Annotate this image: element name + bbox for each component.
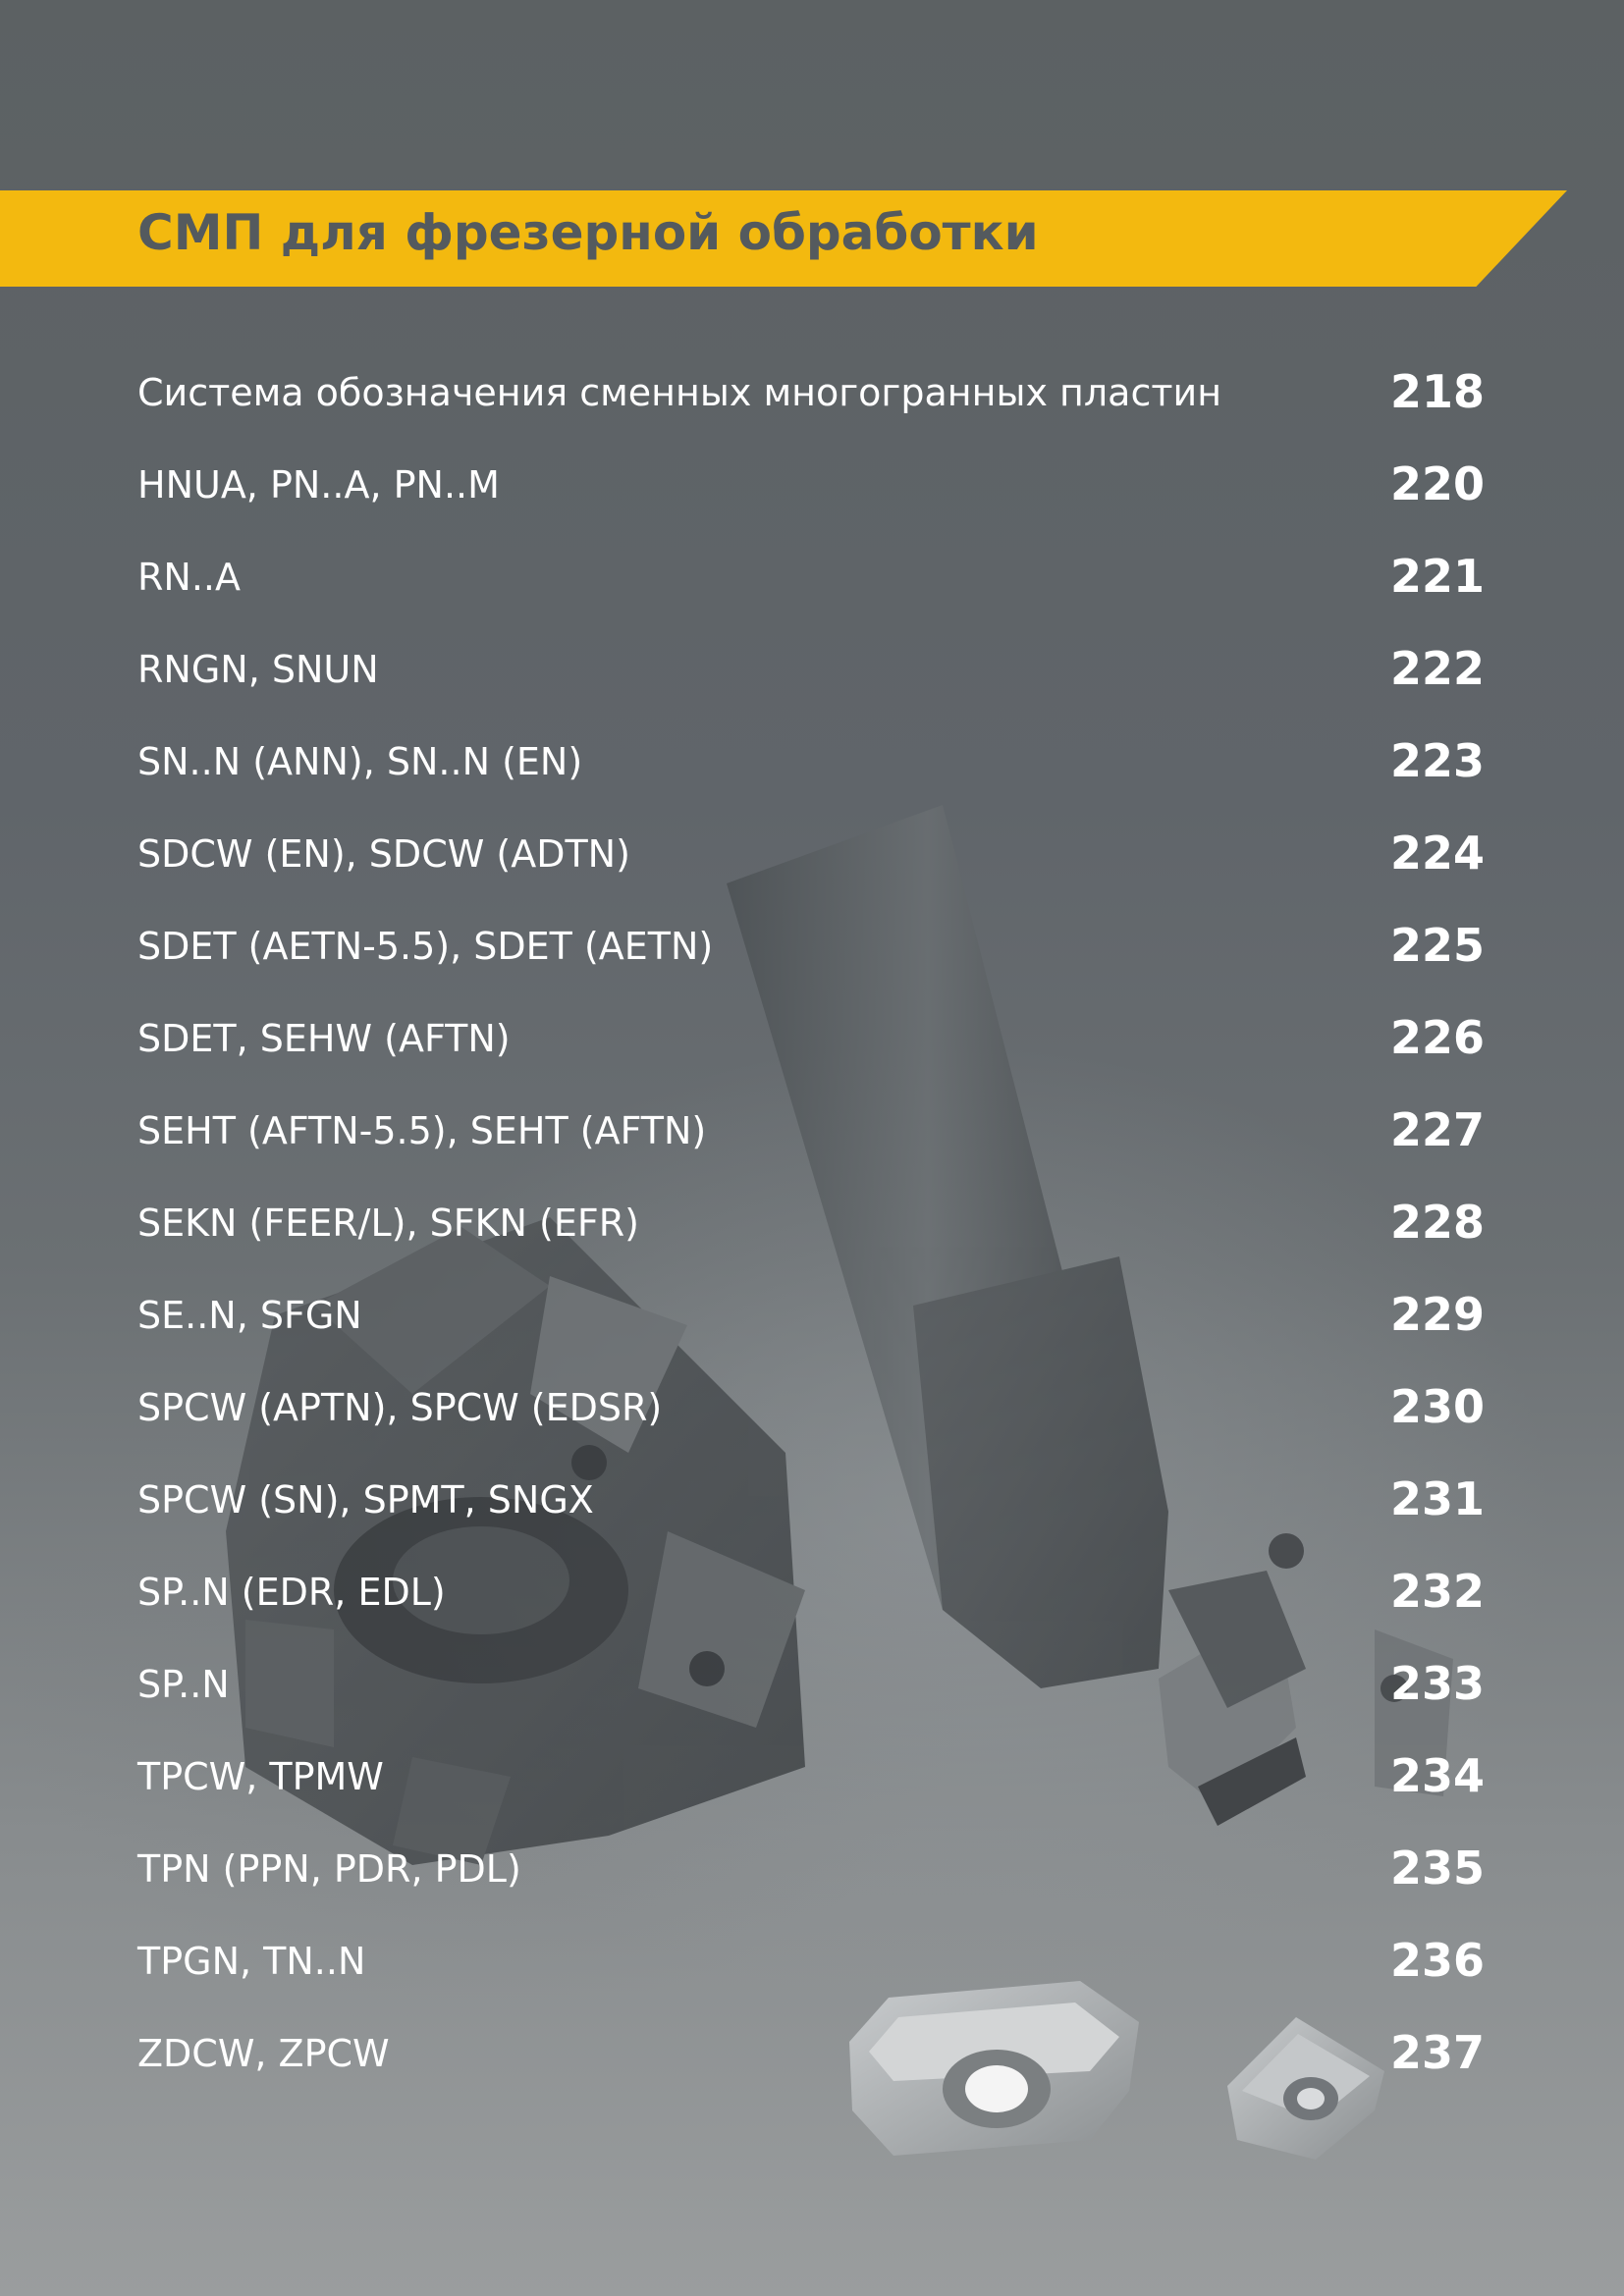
toc-row[interactable]: [137, 2026, 1485, 2118]
toc-page-number: 218: [1389, 365, 1485, 418]
toc-entry-label: RN..A: [137, 556, 241, 599]
toc-page-number: 225: [1389, 919, 1485, 972]
toc-row[interactable]: [137, 1380, 1485, 1472]
toc-entry-label: SP..N (EDR, EDL): [137, 1571, 446, 1614]
toc-row[interactable]: [137, 734, 1485, 827]
toc-page-number: 231: [1389, 1472, 1485, 1525]
toc-entry-label: SE..N, SFGN: [137, 1294, 362, 1337]
toc-page-number: 232: [1389, 1565, 1485, 1618]
toc-row[interactable]: [137, 1472, 1485, 1565]
toc-page-number: 228: [1389, 1196, 1485, 1249]
toc-page-number: 237: [1389, 2026, 1485, 2079]
page-title: СМП для фрезерной обработки: [137, 204, 1039, 261]
toc-entry-label: RNGN, SNUN: [137, 648, 379, 691]
toc-page-number: 227: [1389, 1103, 1485, 1156]
toc-row[interactable]: [137, 550, 1485, 642]
toc-row[interactable]: [137, 1934, 1485, 2026]
toc-row[interactable]: [137, 1288, 1485, 1380]
toc-row[interactable]: [137, 919, 1485, 1011]
toc-row[interactable]: [137, 457, 1485, 550]
toc-entry-label: TPN (PPN, PDR, PDL): [137, 1847, 521, 1891]
table-of-contents: [137, 365, 1485, 2118]
toc-entry-label: Система обозначения сменных многогранных пластин: [137, 371, 1222, 414]
toc-page-number: 222: [1389, 642, 1485, 695]
toc-entry-label: SP..N: [137, 1663, 230, 1706]
toc-page-number: 226: [1389, 1011, 1485, 1064]
toc-entry-label: SEHT (AFTN-5.5), SEHT (AFTN): [137, 1109, 707, 1152]
toc-page-number: 233: [1389, 1657, 1485, 1710]
toc-entry-label: SN..N (ANN), SN..N (EN): [137, 740, 583, 783]
toc-entry-label: TPGN, TN..N: [137, 1940, 366, 1983]
toc-page-number: 234: [1389, 1749, 1485, 1802]
toc-row[interactable]: [137, 827, 1485, 919]
toc-row[interactable]: [137, 365, 1485, 457]
toc-page-number: 230: [1389, 1380, 1485, 1433]
toc-row[interactable]: [137, 1565, 1485, 1657]
toc-entry-label: SDCW (EN), SDCW (ADTN): [137, 832, 630, 876]
toc-entry-label: SDET (AETN-5.5), SDET (AETN): [137, 925, 714, 968]
toc-page-number: 235: [1389, 1842, 1485, 1895]
toc-page-number: 229: [1389, 1288, 1485, 1341]
toc-row[interactable]: [137, 1196, 1485, 1288]
toc-entry-label: SEKN (FEER/L), SFKN (EFR): [137, 1201, 639, 1245]
toc-row[interactable]: [137, 642, 1485, 734]
toc-page-number: 220: [1389, 457, 1485, 510]
toc-row[interactable]: [137, 1657, 1485, 1749]
toc-entry-label: SPCW (SN), SPMT, SNGX: [137, 1478, 594, 1522]
toc-entry-label: TPCW, TPMW: [137, 1755, 384, 1798]
toc-page-number: 224: [1389, 827, 1485, 880]
toc-page-number: 223: [1389, 734, 1485, 787]
toc-row[interactable]: [137, 1842, 1485, 1934]
toc-row[interactable]: [137, 1103, 1485, 1196]
toc-page-number: 221: [1389, 550, 1485, 603]
toc-entry-label: SDET, SEHW (AFTN): [137, 1017, 511, 1060]
toc-entry-label: SPCW (APTN), SPCW (EDSR): [137, 1386, 663, 1429]
toc-entry-label: HNUA, PN..A, PN..M: [137, 463, 500, 507]
toc-row[interactable]: [137, 1749, 1485, 1842]
toc-row[interactable]: [137, 1011, 1485, 1103]
toc-page-number: 236: [1389, 1934, 1485, 1987]
toc-entry-label: ZDCW, ZPCW: [137, 2032, 390, 2075]
